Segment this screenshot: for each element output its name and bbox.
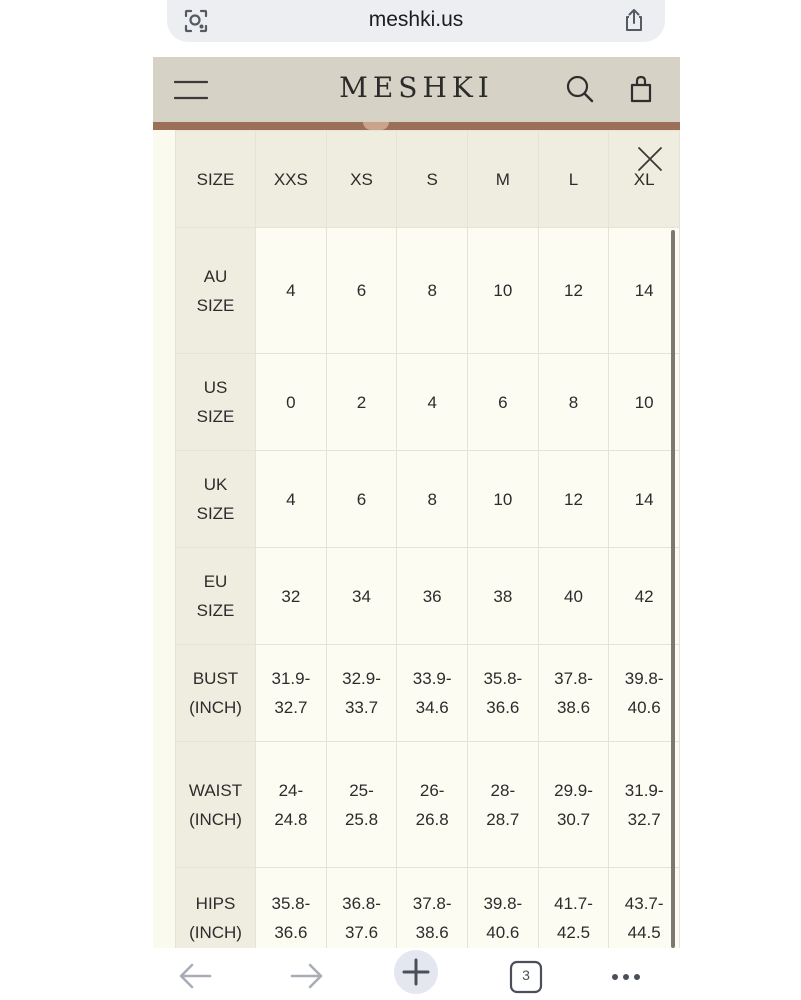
table-cell bbox=[326, 354, 397, 451]
cell-value: 36.8- bbox=[342, 893, 381, 913]
cell-value: 29.9- bbox=[554, 780, 593, 800]
size-header-cell bbox=[538, 131, 609, 228]
table-cell bbox=[397, 228, 468, 354]
site-header bbox=[153, 57, 680, 122]
cell-value: 30.7 bbox=[556, 809, 591, 829]
table-cell bbox=[326, 548, 397, 645]
cell-value: 37.8- bbox=[412, 893, 452, 913]
table-cell bbox=[538, 451, 609, 548]
header-text: M bbox=[495, 169, 510, 189]
table-cell bbox=[256, 451, 327, 548]
row-label-cell bbox=[176, 548, 256, 645]
cell-value: 25- bbox=[349, 780, 374, 800]
share-icon[interactable] bbox=[621, 7, 647, 33]
cell-value: 40 bbox=[564, 586, 583, 606]
size-header-cell bbox=[397, 131, 468, 228]
table-cell bbox=[397, 548, 468, 645]
table-row bbox=[176, 645, 680, 742]
more-icon[interactable] bbox=[606, 956, 646, 996]
tab-count: 3 bbox=[522, 967, 530, 983]
table-row bbox=[176, 354, 680, 451]
cell-value: 38.6 bbox=[415, 922, 449, 942]
row-label-line: WAIST bbox=[188, 780, 243, 800]
table-cell bbox=[326, 451, 397, 548]
header-text: XS bbox=[350, 169, 373, 189]
row-label-cell bbox=[176, 868, 256, 949]
size-chart-modal bbox=[153, 130, 680, 948]
cell-value: 26.8 bbox=[415, 809, 449, 829]
row-label-line: (INCH) bbox=[189, 809, 242, 829]
cell-value: 38.6 bbox=[556, 698, 591, 717]
row-label-line: US bbox=[203, 378, 228, 397]
cell-value: 24.8 bbox=[274, 809, 308, 829]
cell-value: 8 bbox=[568, 392, 579, 412]
table-cell bbox=[468, 868, 539, 949]
cell-value: 32.7 bbox=[627, 809, 661, 829]
modal-scrollbar[interactable] bbox=[671, 230, 675, 948]
table-cell bbox=[538, 645, 609, 742]
cell-value: 39.8- bbox=[624, 669, 664, 688]
table-cell bbox=[538, 354, 609, 451]
browser-toolbar bbox=[0, 948, 801, 1000]
cell-value: 40.6 bbox=[486, 922, 520, 942]
size-header-cell bbox=[468, 131, 539, 228]
table-row bbox=[176, 868, 680, 949]
table-cell bbox=[609, 742, 680, 868]
cell-value: 32.9- bbox=[342, 669, 381, 688]
table-cell bbox=[256, 354, 327, 451]
cell-value: 42 bbox=[634, 586, 654, 606]
cell-value: 6 bbox=[356, 489, 367, 509]
table-cell bbox=[326, 228, 397, 354]
cell-value: 25.8 bbox=[344, 809, 379, 829]
header-text: XL bbox=[633, 169, 655, 189]
site-logo[interactable]: MESHKI bbox=[339, 71, 494, 104]
cell-value: 41.7- bbox=[554, 893, 593, 913]
row-label-line: (INCH) bbox=[189, 698, 242, 717]
new-tab-button[interactable] bbox=[394, 950, 438, 994]
table-cell bbox=[256, 548, 327, 645]
row-label-line: EU bbox=[203, 572, 228, 591]
table-cell bbox=[609, 354, 680, 451]
cell-value: 12 bbox=[564, 281, 583, 300]
address-bar[interactable] bbox=[167, 0, 665, 42]
table-cell bbox=[397, 354, 468, 451]
plus-icon bbox=[394, 950, 438, 994]
table-cell bbox=[256, 228, 327, 354]
table-cell bbox=[609, 645, 680, 742]
table-cell bbox=[256, 645, 327, 742]
table-cell bbox=[468, 645, 539, 742]
table-cell bbox=[609, 451, 680, 548]
table-cell bbox=[468, 548, 539, 645]
row-label-line: UK bbox=[203, 475, 228, 494]
cell-value: 39.8- bbox=[483, 893, 523, 913]
cell-value: 26- bbox=[419, 780, 445, 800]
cell-value: 34.6 bbox=[415, 698, 449, 717]
cell-value: 0 bbox=[286, 392, 296, 412]
cell-value: 36.6 bbox=[486, 698, 520, 717]
header-text: S bbox=[426, 169, 438, 189]
row-label-cell bbox=[176, 228, 256, 354]
row-label-line: SIZE bbox=[196, 601, 235, 620]
table-cell bbox=[468, 742, 539, 868]
row-label-line: SIZE bbox=[196, 407, 235, 426]
table-row bbox=[176, 548, 680, 645]
cell-value: 10 bbox=[493, 489, 513, 509]
table-cell bbox=[397, 742, 468, 868]
search-icon[interactable] bbox=[565, 74, 595, 104]
row-label-cell bbox=[176, 645, 256, 742]
table-cell bbox=[538, 228, 609, 354]
table-cell bbox=[538, 548, 609, 645]
row-label-line: SIZE bbox=[196, 295, 235, 315]
header-text: SIZE bbox=[196, 169, 235, 189]
url-text[interactable]: meshki.us bbox=[368, 8, 464, 31]
cell-value: 8 bbox=[427, 281, 437, 300]
cell-value: 32 bbox=[281, 586, 301, 606]
table-cell bbox=[468, 354, 539, 451]
back-arrow-icon[interactable] bbox=[176, 956, 216, 996]
row-label-line: HIPS bbox=[195, 893, 236, 913]
cell-value: 4 bbox=[286, 281, 296, 300]
table-cell bbox=[609, 228, 680, 354]
cell-value: 33.7 bbox=[344, 698, 379, 717]
forward-arrow-icon[interactable] bbox=[286, 956, 326, 996]
table-cell bbox=[468, 451, 539, 548]
cell-value: 37.8- bbox=[554, 669, 593, 688]
header-text: XXS bbox=[273, 169, 308, 189]
size-header-row bbox=[176, 131, 680, 228]
cell-value: 40.6 bbox=[627, 698, 661, 717]
size-chart-table bbox=[175, 130, 680, 948]
row-label-cell bbox=[176, 742, 256, 868]
row-label-line: AU bbox=[203, 266, 228, 286]
table-cell bbox=[256, 742, 327, 868]
cell-value: 34 bbox=[352, 586, 371, 606]
cell-value: 44.5 bbox=[627, 922, 661, 942]
row-label-cell bbox=[176, 451, 256, 548]
cell-value: 36.6 bbox=[274, 922, 308, 942]
cell-value: 4 bbox=[427, 392, 437, 412]
row-label-line: (INCH) bbox=[189, 922, 242, 942]
table-cell bbox=[468, 228, 539, 354]
table-cell bbox=[397, 645, 468, 742]
tabs-button[interactable] bbox=[505, 956, 545, 996]
cell-value: 12 bbox=[564, 489, 583, 509]
table-cell bbox=[397, 451, 468, 548]
table-cell bbox=[538, 868, 609, 949]
cell-value: 35.8- bbox=[483, 669, 523, 688]
table-row bbox=[176, 742, 680, 868]
shopping-bag-icon[interactable] bbox=[627, 74, 655, 104]
cell-value: 8 bbox=[427, 489, 437, 509]
table-cell bbox=[538, 742, 609, 868]
table-cell bbox=[326, 645, 397, 742]
row-label-line: BUST bbox=[192, 669, 239, 688]
cell-value: 10 bbox=[493, 281, 513, 300]
cell-value: 43.7- bbox=[624, 893, 664, 913]
cell-value: 38 bbox=[493, 586, 513, 606]
table-cell bbox=[609, 868, 680, 949]
row-label-cell bbox=[176, 354, 256, 451]
cell-value: 28.7 bbox=[486, 809, 520, 829]
cell-value: 14 bbox=[634, 281, 654, 300]
header-text: L bbox=[568, 169, 579, 189]
modal-margin bbox=[153, 130, 175, 948]
cell-value: 35.8- bbox=[271, 893, 311, 913]
cell-value: 6 bbox=[498, 392, 508, 412]
cell-value: 10 bbox=[634, 392, 654, 412]
table-row bbox=[176, 228, 680, 354]
hero-image-edge bbox=[153, 122, 680, 130]
cell-value: 31.9- bbox=[271, 669, 311, 688]
size-header-cell bbox=[256, 131, 327, 228]
table-cell bbox=[256, 868, 327, 949]
cell-value: 14 bbox=[634, 489, 654, 509]
table-cell bbox=[326, 742, 397, 868]
cell-value: 4 bbox=[286, 489, 296, 509]
size-header-cell bbox=[326, 131, 397, 228]
table-cell bbox=[609, 548, 680, 645]
cell-value: 42.5 bbox=[556, 922, 591, 942]
cell-value: 33.9- bbox=[412, 669, 452, 688]
cell-value: 2 bbox=[356, 392, 367, 412]
table-cell bbox=[326, 868, 397, 949]
cell-value: 36 bbox=[422, 586, 442, 606]
table-row bbox=[176, 451, 680, 548]
cell-value: 24- bbox=[278, 780, 304, 800]
size-column-header bbox=[176, 131, 256, 228]
close-icon[interactable] bbox=[637, 146, 663, 172]
cell-value: 6 bbox=[356, 281, 367, 300]
table-cell bbox=[397, 868, 468, 949]
row-label-line: SIZE bbox=[196, 504, 235, 523]
cell-value: 31.9- bbox=[624, 780, 664, 800]
cell-value: 32.7 bbox=[274, 698, 308, 717]
cell-value: 37.6 bbox=[344, 922, 379, 942]
cell-value: 28- bbox=[490, 780, 516, 800]
